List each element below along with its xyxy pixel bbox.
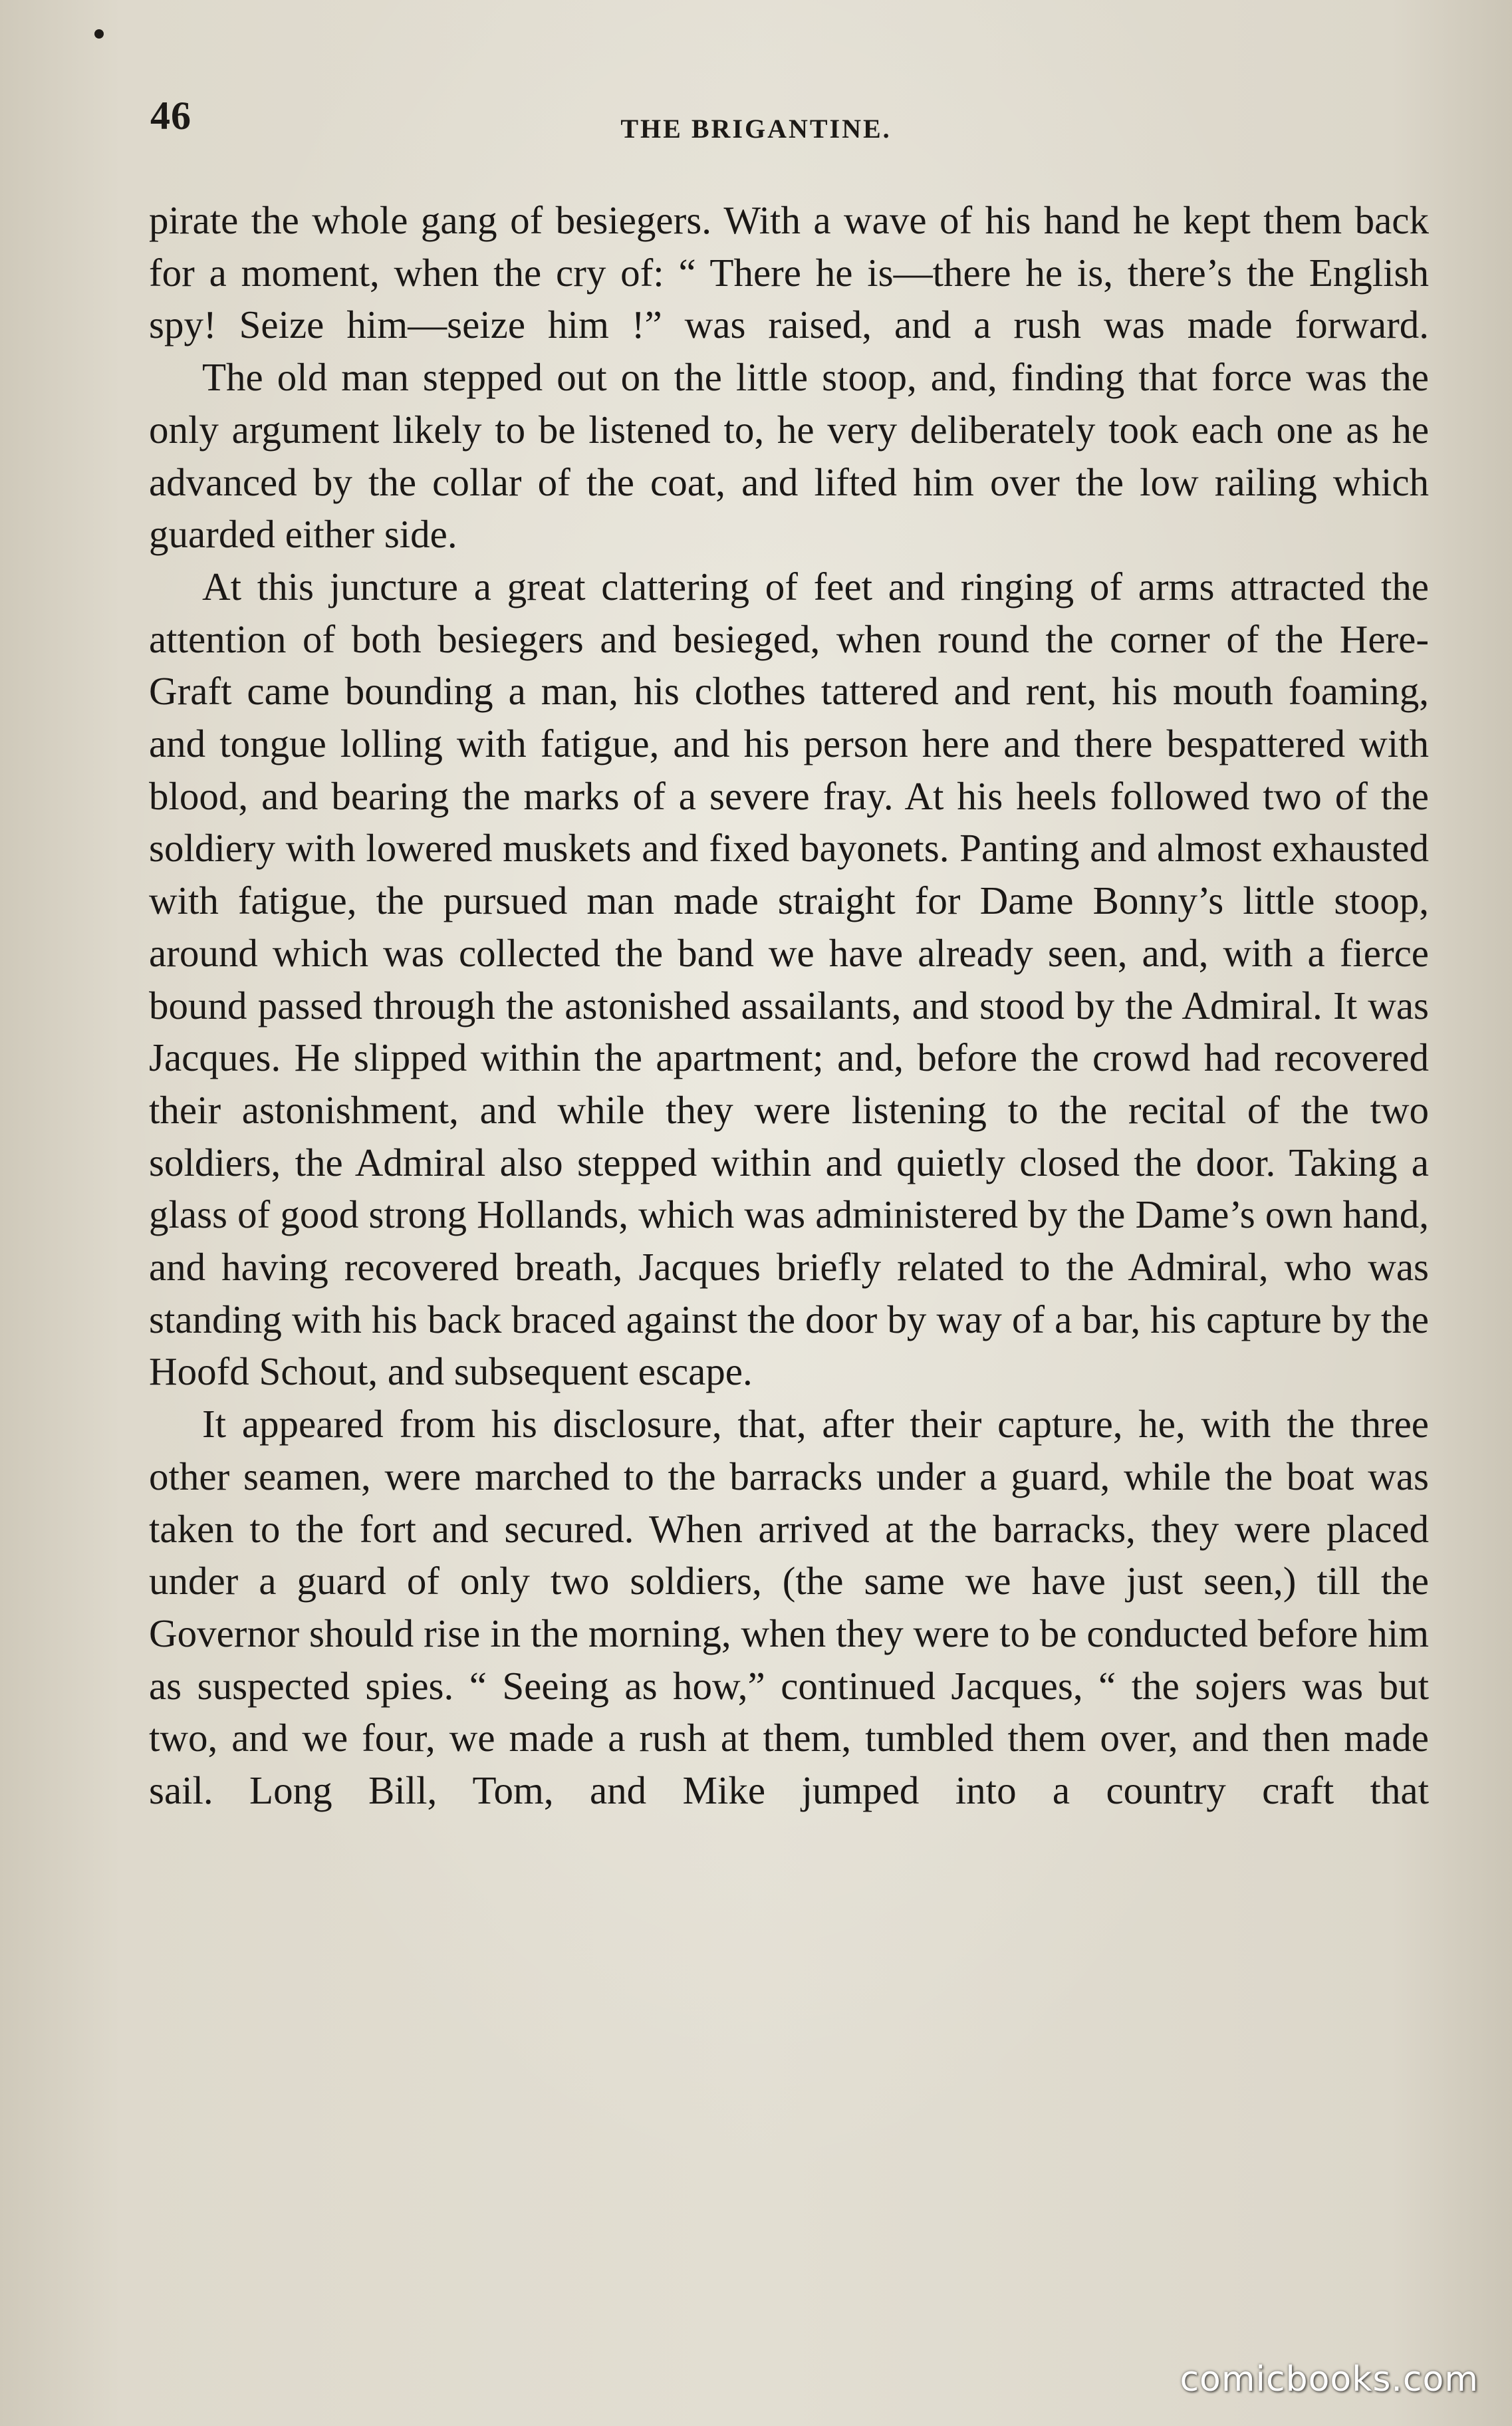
site-watermark: comicbooks.com: [1180, 2359, 1479, 2399]
paragraph-4: It appeared from his disclosure, that, after their capture, he, with the three other seamen, were marched to the barracks under a guard, while the boat was taken to the fort and secured. When arrived at the barracks, they were placed under a guard of only two soldiers, (the same we have just seen,) till the Governor should rise in the morning, when they were to be conducted before him as suspected spies. “ Seeing as how,” continued Jacques, “ the sojers was but two, and we four, we made a rush at them, tumbled them over, and then made sail. Long Bill, Tom, and Mike jumped into a country craft that: [149, 1402, 1429, 1813]
paragraph-2: The old man stepped out on the little stoop, and, finding that force was the only argument likely to be listened to, he very deliberately took each one as he advanced by the collar of the coat, and lifted him over the low railing which guarded either side.: [149, 355, 1429, 557]
paragraph-1: pirate the whole gang of besiegers. With a wave of his hand he kept them back for a moment, when the cry of: “ There he is—there he is, there’s the English spy! Seize him—seize him !” was raised, and a rush was made forward.: [149, 198, 1429, 347]
page-number: 46: [150, 94, 191, 138]
running-head: THE BRIGANTINE.: [620, 114, 892, 144]
paragraph-3: At this juncture a great clattering of feet and ringing of arms attracted the attention of both besiegers and besieged, when round the corner of the Here-Graft came bounding a man, his clothes tattered and rent, his mouth foaming, and tongue lolling with fatigue, and his person here and there bespattered with blood, and bearing the marks of a severe fray. At his heels followed two of the soldiery with lowered muskets and fixed bayonets. Panting and almost exhausted with fatigue, the pursued man made straight for Dame Bonny’s little stoop, around which was collected the band we have already seen, and, with a fierce bound passed through the astonished assailants, and stood by the Admiral. It was Jacques. He slipped within the apartment; and, before the crowd had recovered their astonishment, and while they were listening to the recital of the two soldiers, the Admiral also stepped within and quietly closed the door. Taking a glass of good strong Hollands, which was administered by the Dame’s own hand, and having recovered breath, Jacques briefly related to the Admiral, who was standing with his back braced against the door by way of a bar, his capture by the Hoofd Schout, and subsequent escape.: [149, 564, 1429, 1394]
body-text: [149, 194, 1429, 1817]
ink-speck: [94, 29, 104, 39]
